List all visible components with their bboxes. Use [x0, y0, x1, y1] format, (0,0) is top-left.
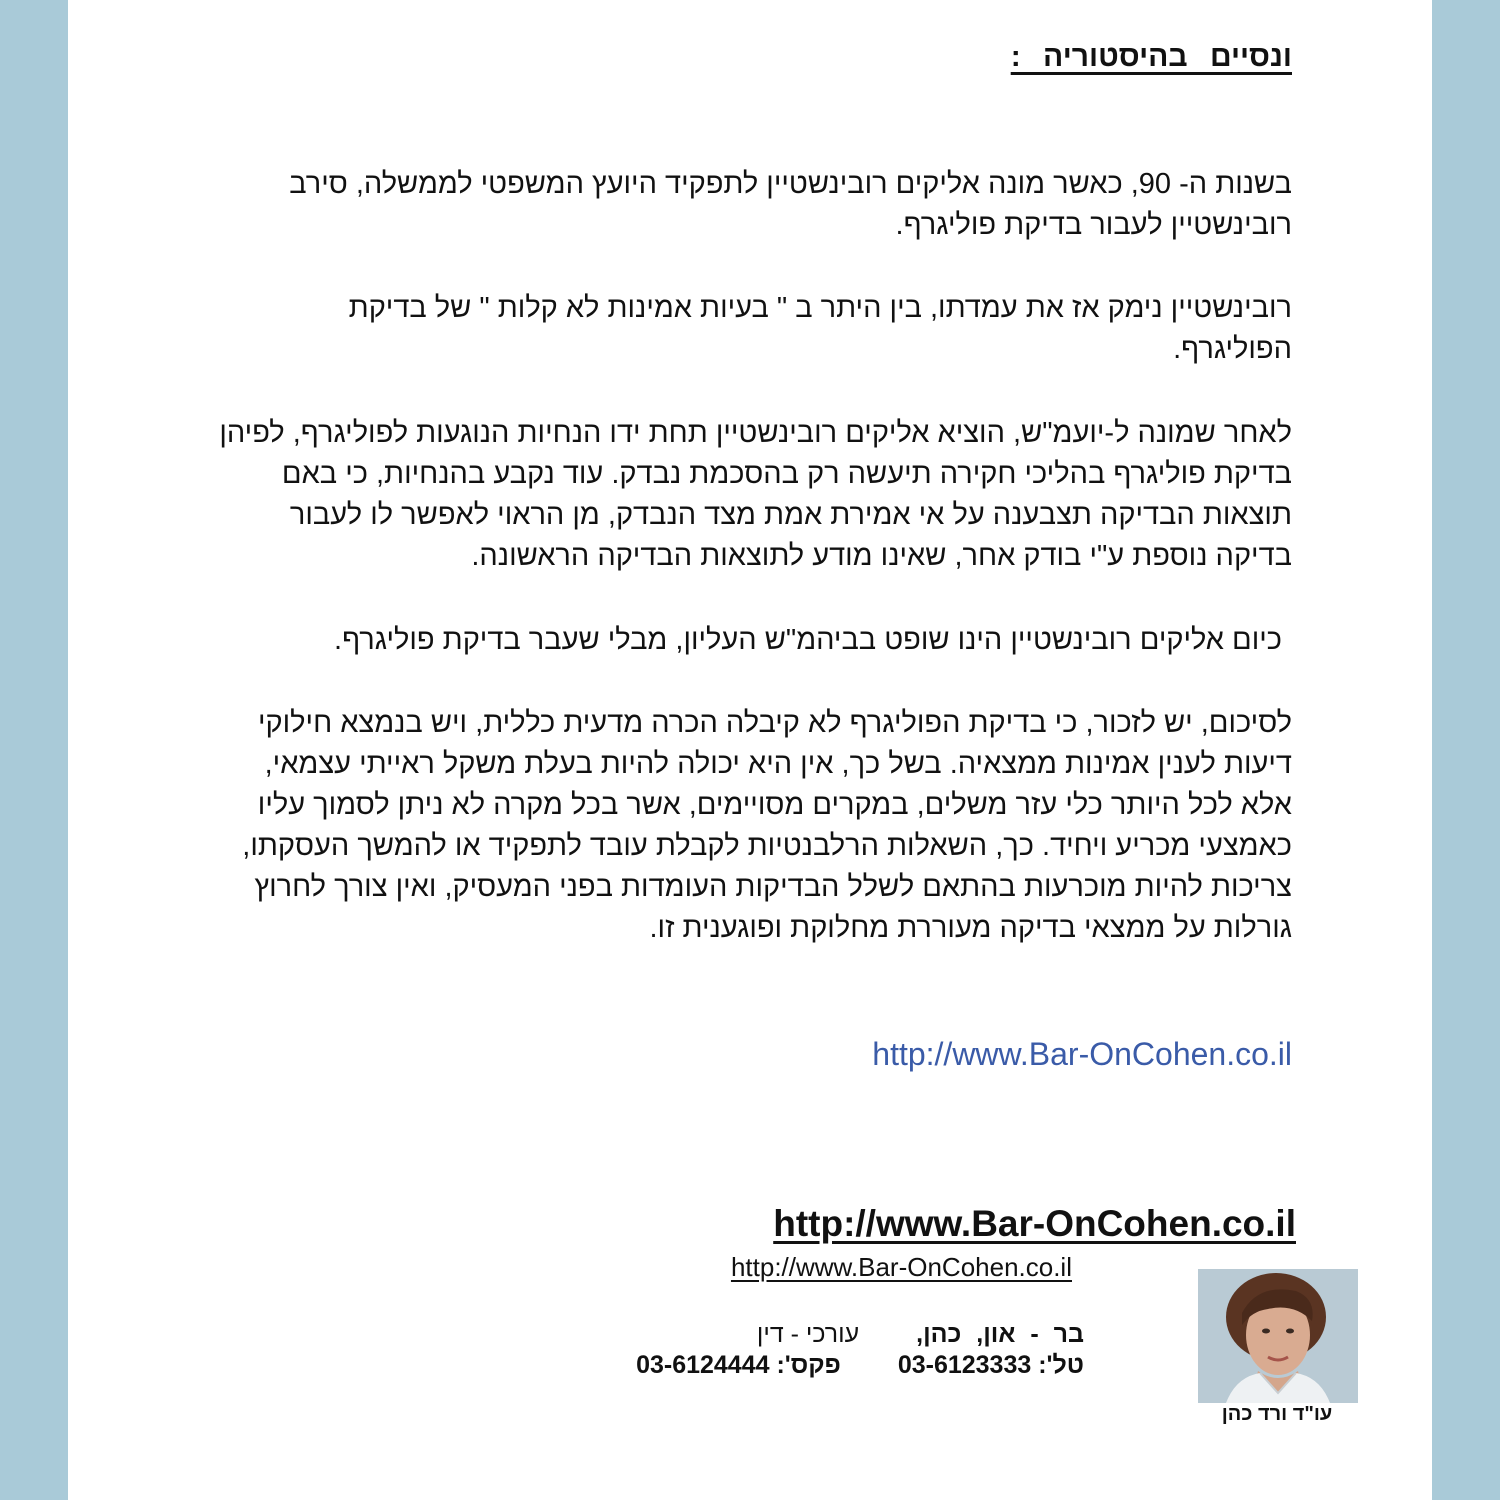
paragraph-line: תוצאות הבדיקה תצבענה על אי אמירת אמת מצד הנבדק, מן הראוי לאפשר לו לעבור — [289, 499, 1292, 531]
photo-caption: עו"ד ורד כהן — [1221, 1403, 1333, 1425]
contact-line — [636, 1351, 1084, 1380]
paragraph-line: הפוליגרף. — [1173, 333, 1292, 365]
paragraph-line: בדיקת פוליגרף בהליכי חקירה תיעשה רק בהסכמת נבדק. עוד נקבע בהנחיות, כי באם — [281, 458, 1292, 490]
paragraph-3 — [112, 413, 1292, 577]
section-heading: ונסיים בהיסטוריה : — [1010, 40, 1292, 73]
paragraph-5 — [112, 703, 1292, 949]
firm-name-line — [757, 1320, 1084, 1349]
paragraph-2 — [112, 288, 1292, 370]
paragraph-line: צריכות להיות מוכרעות בהתאם לשלל הבדיקות העומדות בפני המעסיק, ואין צורך לחרוץ — [254, 871, 1292, 903]
phone-number: טל': 03-6123333 — [897, 1351, 1084, 1379]
portrait-illustration — [1198, 1269, 1358, 1403]
paragraph-line: אלא לכל היותר כלי עזר משלים, במקרים מסויימים, אשר בכל מקרה לא ניתן לסמוך עליו — [257, 789, 1292, 821]
paragraph-line: לסיכום, יש לזכור, כי בדיקת הפוליגרף לא קיבלה הכרה מדעית כללית, ויש בנמצא חילוקי — [258, 707, 1292, 739]
firm-name: בר - און, כהן, — [916, 1320, 1084, 1348]
paragraph-line: לאחר שמונה ל-יועמ"ש, הוציא אליקים רובינשטיין תחת ידו הנחיות הנוגעות לפוליגרף, לפיהן — [219, 417, 1292, 449]
paragraph-line: בדיקה נוספת ע"י בודק אחר, שאינו מודע לתוצאות הבדיקה הראשונה. — [471, 540, 1292, 572]
website-link[interactable]: http://www.Bar-OnCohen.co.il — [872, 1036, 1292, 1072]
paragraph-line: דיעות לענין אמינות ממצאיה. בשל כך, אין היא יכולה להיות בעלת משקל ראייתי עצמאי, — [264, 748, 1292, 780]
fax-number: פקס': 03-6124444 — [636, 1351, 841, 1379]
paragraph-line: כאמצעי מכריע ויחיד. כך, השאלות הרלבנטיות לקבלת עובד לתפקיד או להמשך העסקתו, — [242, 830, 1292, 862]
paragraph-line: רובינשטיין נימק אז את עמדתו, בין היתר ב " בעיות אמינות לא קלות " של בדיקת — [348, 292, 1292, 324]
paragraph-line: בשנות ה- 90, כאשר מונה אליקים רובינשטיין לתפקיד היועץ המשפטי לממשלה, סירב — [289, 168, 1292, 200]
paragraph-line: רובינשטיין לעבור בדיקת פוליגרף. — [895, 209, 1292, 241]
portrait-photo — [1198, 1269, 1358, 1403]
paragraph-line: גורלות על ממצאי בדיקה מעוררת מחלוקת ופוגענית זו. — [649, 912, 1292, 944]
paragraph-4 — [102, 620, 1282, 661]
paragraph-line: כיום אליקים רובינשטיין הינו שופט בביהמ"ש העליון, מבלי שעבר בדיקת פוליגרף. — [334, 624, 1282, 656]
footer-website-link-large[interactable]: http://www.Bar-OnCohen.co.il — [773, 1203, 1296, 1244]
firm-title: עורכי - דין — [756, 1320, 860, 1348]
document-page — [68, 0, 1432, 1500]
paragraph-1 — [112, 164, 1292, 246]
footer-website-link-small[interactable]: http://www.Bar-OnCohen.co.il — [730, 1252, 1072, 1282]
